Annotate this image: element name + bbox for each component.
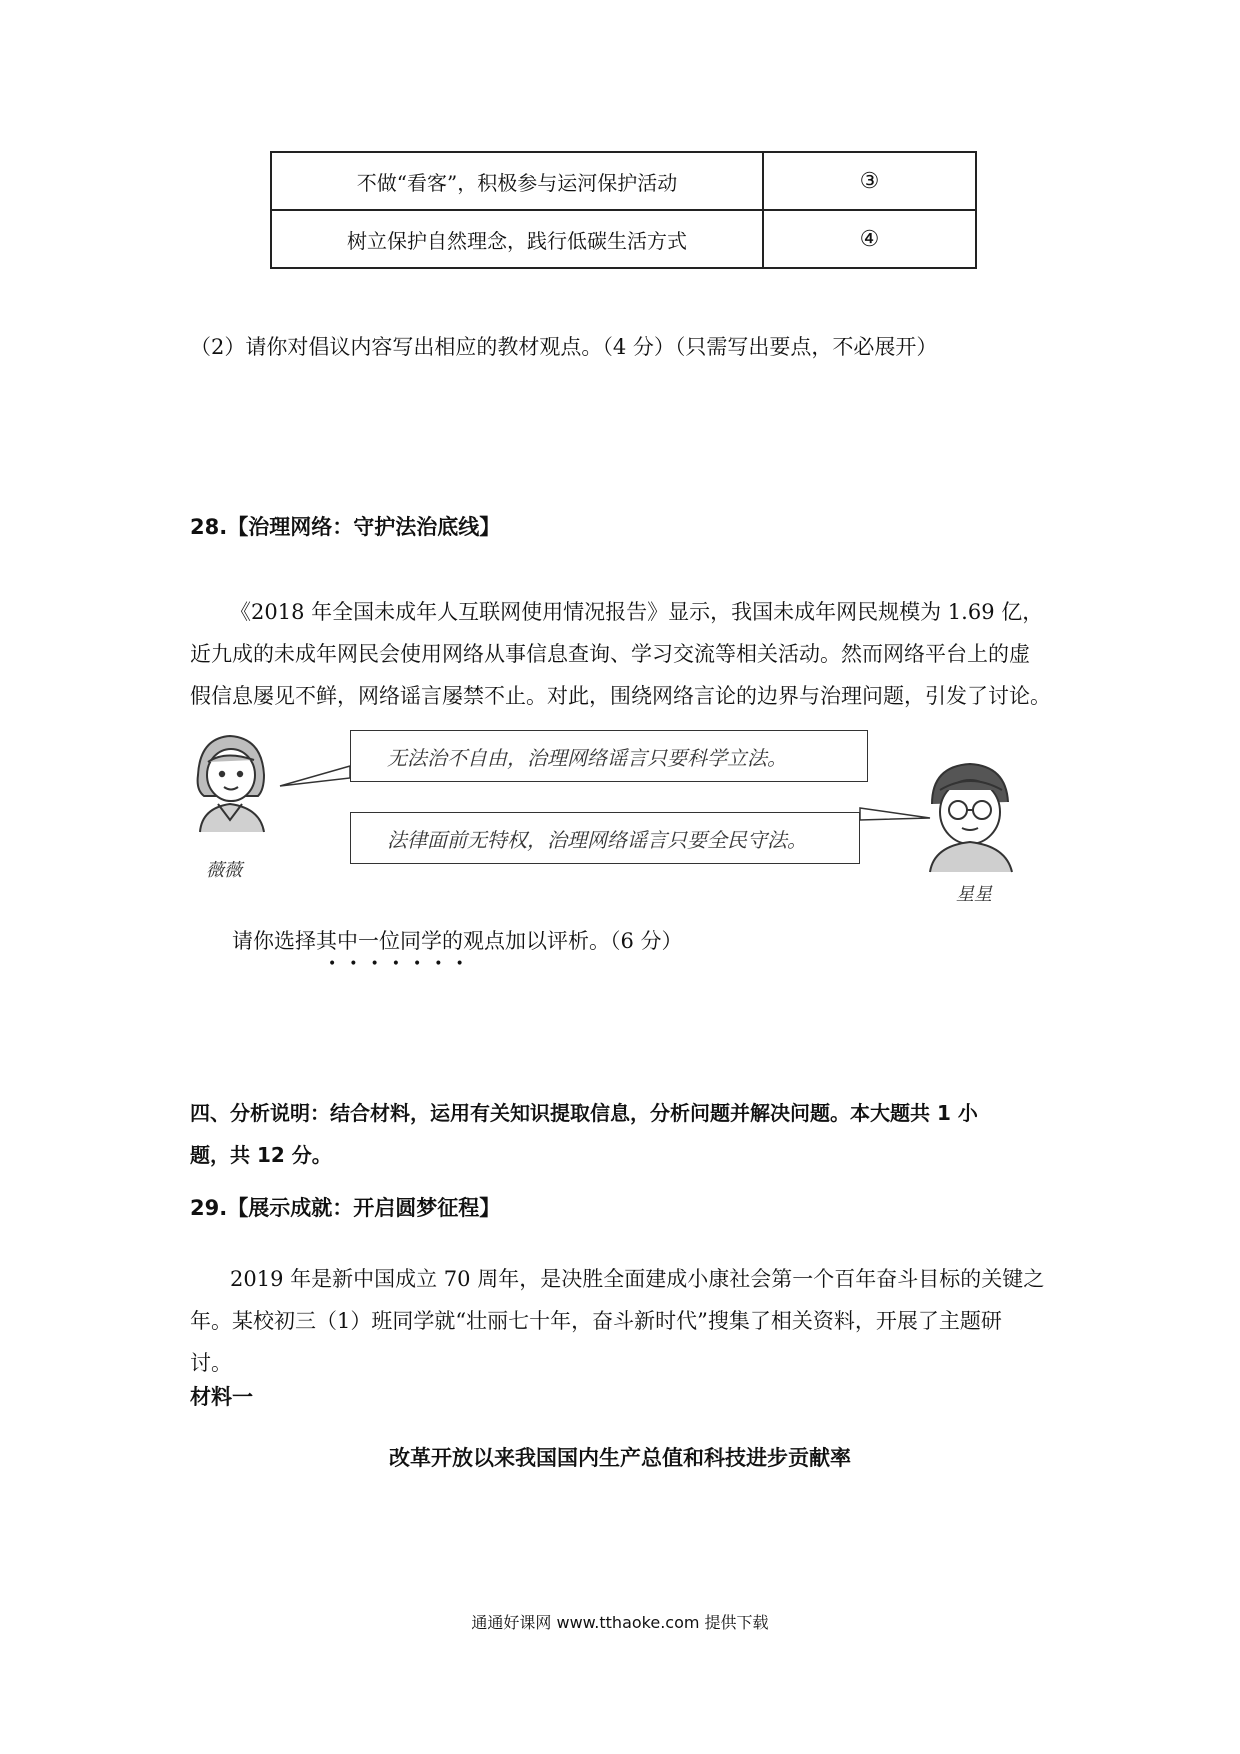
q27-part2-prompt: （2）请你对倡议内容写出相应的教材观点。（4 分）（只需写出要点，不必展开） — [190, 335, 938, 359]
proposal-table — [270, 151, 977, 269]
section4-line: 四、分析说明：结合材料，运用有关知识提取信息，分析问题并解决问题。本大题共 1 小 — [190, 1101, 978, 1125]
girl-student-icon — [198, 736, 264, 832]
q29-heading: 29.【展示成就：开启圆梦征程】 — [190, 1196, 501, 1220]
table-row — [271, 210, 976, 268]
section4-line: 题，共 12 分。 — [190, 1143, 332, 1167]
q28-paragraph — [190, 591, 1070, 717]
section4-instructions — [190, 1092, 978, 1176]
emphasis-dots: ••••••• — [328, 956, 477, 972]
speech-bubble-left: 无法治不自由，治理网络谣言只要科学立法。 — [350, 730, 868, 782]
q29-paragraph — [190, 1258, 1070, 1384]
paragraph-line: 假信息屡见不鲜，网络谣言屡禁不止。对此，围绕网络言论的边界与治理问题，引发了讨论。 — [190, 684, 1051, 708]
student-name-left: 薇薇 — [206, 860, 242, 881]
table-cell-proposal: 树立保护自然理念，践行低碳生活方式 — [271, 210, 763, 268]
paragraph-line: 讨。 — [190, 1351, 232, 1375]
paragraph-line: 年。某校初三（1）班同学就“壮丽七十年，奋斗新时代”搜集了相关资料，开展了主题研 — [190, 1309, 1002, 1333]
q28-heading: 28.【治理网络：守护法治底线】 — [190, 515, 501, 539]
student-name-right: 星星 — [956, 884, 992, 905]
table-cell-proposal: 不做“看客”，积极参与运河保护活动 — [271, 152, 763, 210]
table-cell-mark: ④ — [763, 210, 976, 268]
material-label: 材料一 — [190, 1385, 253, 1409]
table-cell-mark: ③ — [763, 152, 976, 210]
chart-title: 改革开放以来我国国内生产总值和科技进步贡献率 — [389, 1446, 851, 1470]
page-footer: 通通好课网 www.tthaoke.com 提供下载 — [471, 1613, 769, 1632]
table-row — [271, 152, 976, 210]
boy-student-icon — [930, 764, 1012, 872]
speech-bubble-right: 法律面前无特权，治理网络谣言只要全民守法。 — [350, 812, 860, 864]
paragraph-line: 近九成的未成年网民会使用网络从事信息查询、学习交流等相关活动。然而网络平台上的虚 — [190, 642, 1030, 666]
q28-question: 请你选择其中一位同学的观点加以评析。（6 分） — [232, 929, 683, 953]
paragraph-line: 2019 年是新中国成立 70 周年，是决胜全面建成小康社会第一个百年奋斗目标的关键之 — [230, 1267, 1045, 1291]
paragraph-line: 《2018 年全国未成年人互联网使用情况报告》显示，我国未成年网民规模为 1.69 亿， — [230, 600, 1044, 624]
